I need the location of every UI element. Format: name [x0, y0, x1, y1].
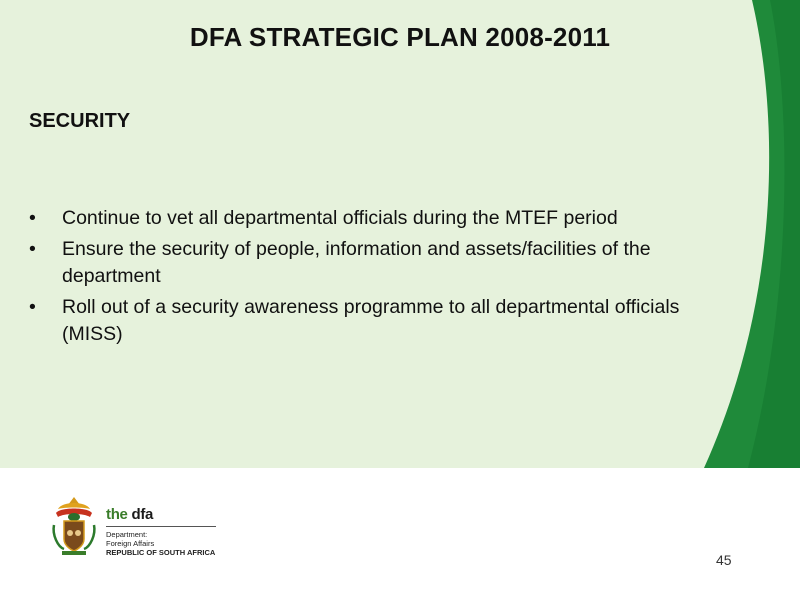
bullet-icon: • — [29, 207, 36, 229]
divider — [106, 526, 216, 527]
bullet-icon: • — [29, 238, 36, 260]
department-line-1: Department: — [106, 530, 148, 539]
bullet-text: Continue to vet all departmental officials during the MTEF period — [62, 207, 618, 229]
bullet-list — [29, 205, 744, 352]
department-line-2: Foreign Affairs — [106, 539, 155, 548]
bullet-text: Roll out of a security awareness programme to all departmental officials (MISS) — [62, 296, 680, 345]
dfa-logo-text — [106, 506, 216, 558]
country-name: REPUBLIC OF SOUTH AFRICA — [106, 548, 216, 557]
slide-title: DFA STRATEGIC PLAN 2008-2011 — [189, 22, 611, 52]
bullet-item — [29, 236, 744, 290]
bullet-text: Ensure the security of people, information and assets/facilities of the department — [62, 238, 651, 287]
bullet-icon: • — [29, 296, 36, 318]
bullet-item — [29, 294, 744, 348]
bullet-item — [29, 205, 744, 232]
section-heading: SECURITY — [29, 110, 131, 132]
brand-name: the dfa — [106, 506, 154, 523]
coat-of-arms-icon — [50, 495, 98, 557]
page-number: 45 — [716, 552, 732, 568]
